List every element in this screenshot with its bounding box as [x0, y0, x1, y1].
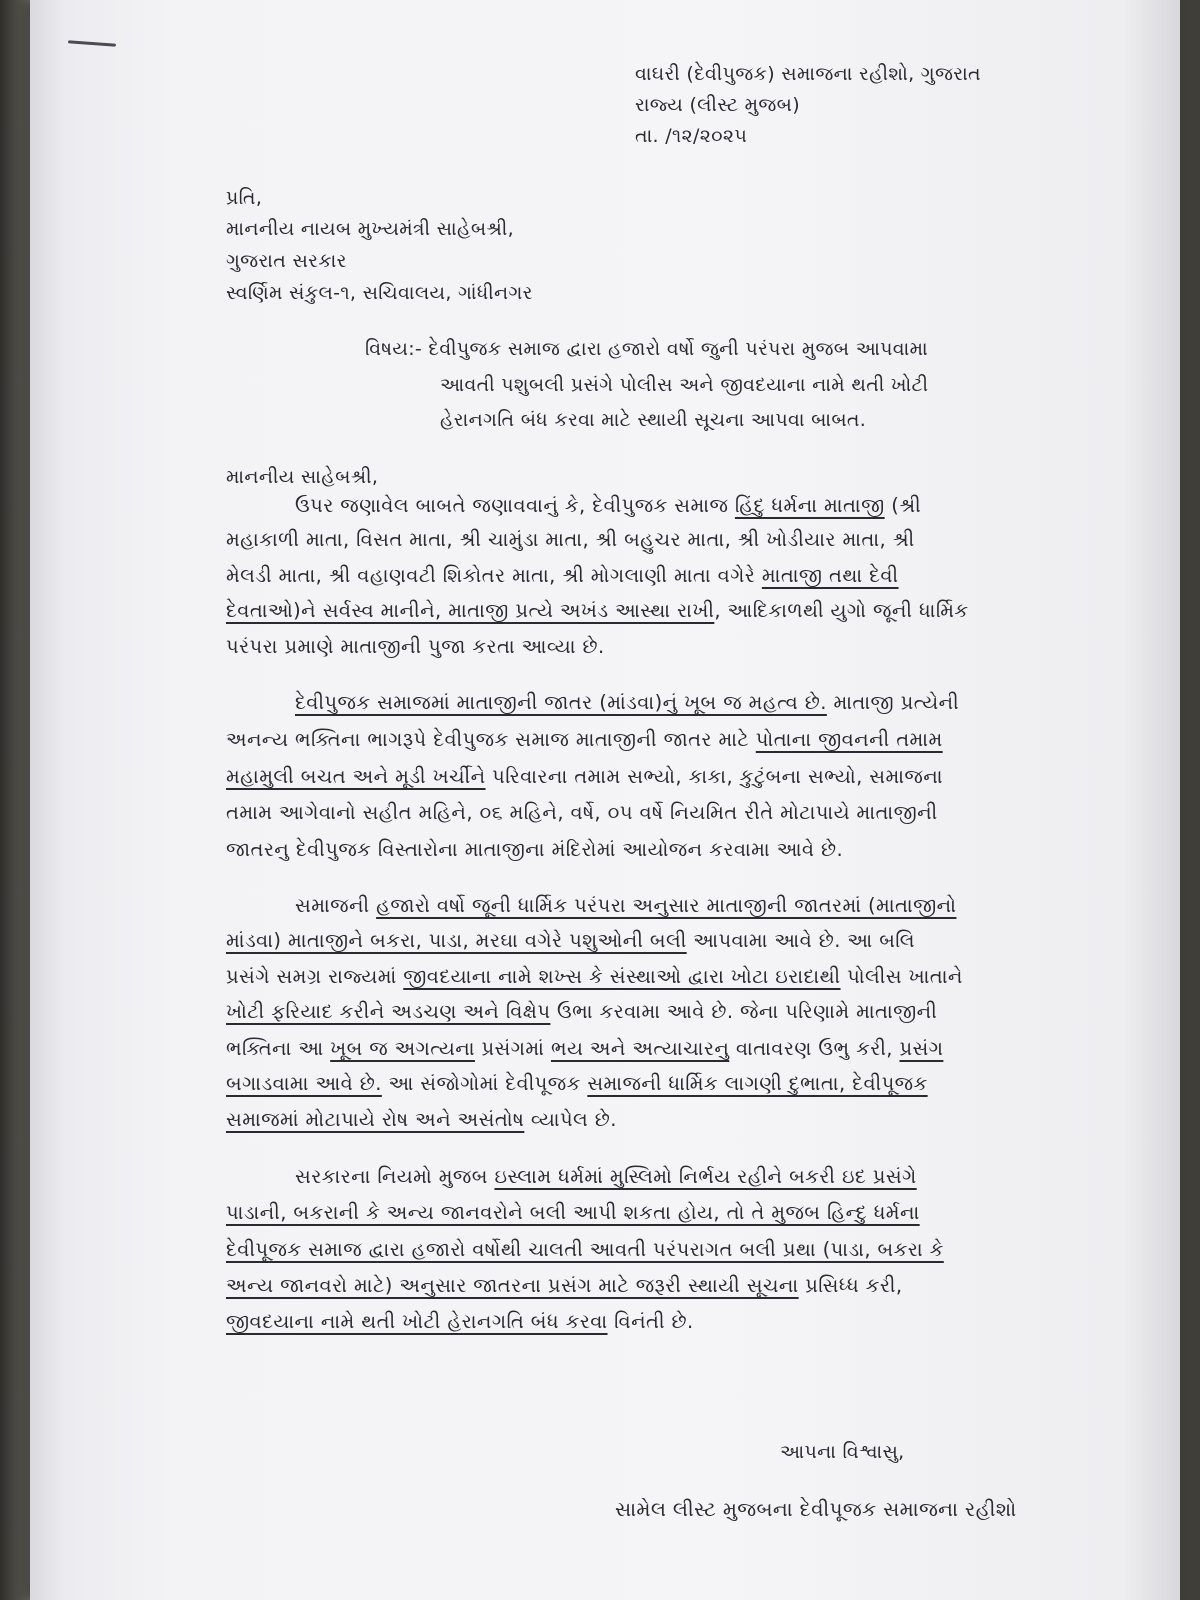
para4-line-3 — [226, 1237, 944, 1263]
underlined-text: ભય અને અત્યાચારનુ — [550, 1037, 730, 1060]
underlined-text: દેવીપૂજક સમાજ દ્વારા હજારો વર્ષોથી ચાલતી આવતી પરંપરાગત બલી પ્રથા (પાડા, બકરા કે — [226, 1238, 944, 1261]
salutation: માનનીય સાહેબશ્રી, — [226, 466, 379, 488]
underlined-text: દેવતાઓ)ને સર્વસ્વ માનીને, માતાજી પ્રત્યે અખંડ આસ્થા રાખી — [226, 599, 715, 622]
body-text: વિનંતી છે. — [607, 1310, 694, 1333]
para1-line-1 — [295, 493, 921, 519]
para3-line-3 — [226, 964, 963, 990]
body-text: આ સંજોગોમાં દેવીપૂજક — [381, 1072, 588, 1095]
underlined-text: સમાજમાં મોટાપાયે રોષ અને અસંતોષ — [226, 1108, 525, 1131]
underlined-text: પાડાની, બકરાની કે અન્ય જાનવરોને બલી આપી શકતા હોય, તો તે મુજબ હિન્દુ ધર્મના — [226, 1201, 920, 1224]
para3-line-5 — [226, 1036, 943, 1062]
recipient-line-3: સ્વર્ણિમ સંકુલ-૧, સચિવાલય, ગાંધીનગર — [226, 282, 533, 304]
underlined-text: માંડવા) માતાજીને બકરા, પાડા, મરઘા વગેરે પશુઓની બલી — [226, 929, 687, 952]
signature: સામેલ લીસ્ટ મુજબના દેવીપૂજક સમાજના રહીશો — [615, 1497, 1017, 1521]
body-text: પ્રસિધ્ધ કરી, — [798, 1274, 903, 1297]
body-text: વ્યાપેલ છે. — [524, 1108, 617, 1131]
underlined-text: જીવદયાના નામે થતી ખોટી હેરાનગતિ બંધ કરવા — [226, 1310, 608, 1333]
underlined-text: ઇસ્લામ ધર્મમાં મુસ્લિમો નિર્ભય રહીને બકરી ઇદ પ્રસંગે — [494, 1165, 917, 1188]
body-text: પ્રસંગે સમગ્ર રાજ્યમાં — [226, 965, 404, 988]
recipient-line-1: માનનીય નાયબ મુખ્યમંત્રી સાહેબશ્રી, — [226, 218, 514, 240]
underlined-text: પ્રસંગ — [899, 1037, 944, 1060]
underlined-text: ખોટી ફરિયાદ કરીને અડચણ અને વિક્ષેપ — [226, 1000, 551, 1023]
subject-line-1: વિષય:- દેવીપુજક સમાજ દ્વારા હજારો વર્ષો જુની પરંપરા મુજબ આપવામા — [365, 338, 928, 360]
body-text: સમાજની — [295, 894, 377, 917]
body-text: તમામ આગેવાનો સહીત મહિને, ૦૬ મહિને, વર્ષે, ૦૫ વર્ષે નિયમિત રીતે મોટાપાયે માતાજીની — [226, 801, 938, 824]
para4-line-2 — [226, 1200, 920, 1226]
body-text: અનન્ય ભક્તિના ભાગરૂપે દેવીપુજક સમાજ માતાજીની જાતર માટે — [226, 728, 756, 751]
underlined-text: દેવીપુજક સમાજમાં માતાજીની જાતર (માંડવા)નું ખૂબ જ મહત્વ છે. — [295, 691, 827, 714]
para2-line-4 — [226, 800, 938, 826]
para2-line-2 — [226, 727, 943, 753]
letter-page — [30, 0, 1180, 1600]
body-text: મેલડી માતા, શ્રી વહાણવટી શિકોતર માતા, શ્રી મોગલાણી માતા વગેરે — [226, 564, 762, 587]
body-text: મહાકાળી માતા, વિસત માતા, શ્રી ચામુંડા માતા, શ્રી બહુચર માતા, શ્રી ખોડીયાર માતા, શ્રી — [226, 528, 915, 551]
para1-line-2 — [226, 527, 915, 553]
sender-line-2: રાજ્ય (લીસ્ટ મુજબ) — [635, 94, 800, 116]
underlined-text: ખૂબ જ અગત્યના — [330, 1037, 475, 1060]
background-edge — [0, 0, 30, 1600]
body-text: સરકારના નિયમો મુજબ — [295, 1165, 495, 1188]
underlined-text: પોતાના જીવનની તમામ — [755, 728, 943, 751]
body-text: પરિવારના તમામ સભ્યો, કાકા, કુટુંબના સભ્યો, સમાજના — [485, 765, 943, 788]
para3-line-4 — [226, 999, 937, 1025]
underlined-text: અન્ય જાનવરો માટે) અનુસાર જાતરના પ્રસંગ માટે જરૂરી સ્થાયી સૂચના — [226, 1274, 799, 1297]
body-text: ઉપર જણાવેલ બાબતે જણાવવાનું કે, દેવીપુજક સમાજ — [295, 494, 735, 517]
body-text: પોલીસ ખાતાને — [840, 965, 963, 988]
body-text: જાતરનુ દેવીપુજક વિસ્તારોના માતાજીના મંદિરોમાં આયોજન કરવામા આવે છે. — [226, 838, 844, 861]
closing: આપના વિશ્વાસુ, — [780, 1441, 905, 1463]
body-text: ભક્તિના આ — [226, 1037, 331, 1060]
para2-line-1 — [295, 690, 959, 716]
pen-mark — [68, 40, 116, 46]
para4-line-1 — [295, 1164, 917, 1190]
recipient-line-2: ગુજરાત સરકાર — [226, 250, 347, 272]
underlined-text: મહામુલી બચત અને મૂડી ખર્ચીને — [226, 765, 486, 788]
body-text: પરંપરા પ્રમાણે માતાજીની પુજા કરતા આવ્યા છે. — [226, 635, 605, 658]
underlined-text: હજારો વર્ષો જૂની ધાર્મિક પરંપરા અનુસાર માતાજીની જાતરમાં (માતાજીનો — [376, 894, 957, 917]
underlined-text: સમાજની ધાર્મિક લાગણી દુભાતા, દેવીપૂજક — [587, 1072, 928, 1095]
body-text: આપવામા આવે છે. આ બલિ — [686, 929, 915, 952]
body-text: પ્રસંગમાં — [474, 1037, 551, 1060]
letter-date: તા. /૧૨/૨૦૨૫ — [635, 125, 748, 147]
para1-line-4 — [226, 598, 969, 624]
underlined-text: જીવદયાના નામે શખ્સ કે સંસ્થાઓ દ્વારા ખોટા ઇરાદાથી — [403, 965, 841, 988]
para2-line-5 — [226, 837, 843, 863]
underlined-text: હિંદુ ધર્મના માતાજી — [734, 494, 885, 517]
body-text: વાતાવરણ ઉભુ કરી, — [729, 1037, 900, 1060]
para2-line-3 — [226, 764, 943, 790]
recipient-prati: પ્રતિ, — [226, 187, 263, 209]
body-text: માતાજી પ્રત્યેની — [826, 691, 960, 714]
body-text: (શ્રી — [884, 494, 922, 517]
body-text: ઉભા કરવામા આવે છે. જેના પરિણામે માતાજીની — [550, 1000, 938, 1023]
para4-line-5 — [226, 1309, 694, 1335]
para1-line-3 — [226, 563, 899, 589]
para3-line-1 — [295, 893, 956, 919]
underlined-text: બગાડવામા આવે છે. — [226, 1072, 382, 1095]
subject-line-2: આવતી પશુબલી પ્રસંગે પોલીસ અને જીવદયાના નામે થતી ખોટી — [440, 374, 929, 396]
para3-line-7 — [226, 1107, 617, 1133]
body-text: , આદિકાળથી યુગો જૂની ધાર્મિક — [714, 599, 969, 622]
para3-line-6 — [226, 1071, 928, 1097]
subject-line-3: હેરાનગતિ બંધ કરવા માટે સ્થાયી સૂચના આપવા બાબત. — [440, 409, 867, 431]
underlined-text: માતાજી તથા દેવી — [761, 564, 899, 587]
sender-line-1: વાઘરી (દેવીપુજક) સમાજના રહીશો, ગુજરાત — [635, 63, 981, 85]
para3-line-2 — [226, 928, 915, 954]
para4-line-4 — [226, 1273, 903, 1299]
para1-line-5 — [226, 634, 605, 660]
